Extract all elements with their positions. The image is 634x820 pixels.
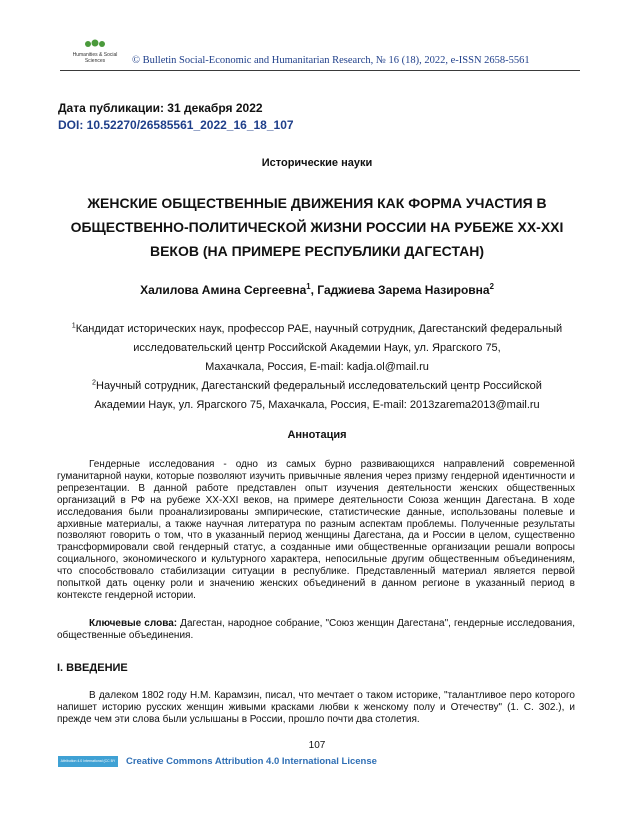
affiliation-line: исследовательский центр Российской Академии Наук, ул. Ярагского 75, bbox=[133, 342, 501, 354]
title-line: ВЕКОВ (НА ПРИМЕРЕ РЕСПУБЛИКИ ДАГЕСТАН) bbox=[149, 243, 484, 259]
author-name: Гаджиева Зарема Назировна bbox=[317, 283, 490, 297]
intro-heading: I. ВВЕДЕНИЕ bbox=[57, 662, 128, 674]
page-number: 107 bbox=[308, 740, 326, 751]
affiliations bbox=[50, 320, 584, 415]
affiliation-line: $^2$Научный сотрудник, Дагестанский федеральный исследовательский центр Российской bbox=[92, 378, 542, 392]
abstract-text: Гендерные исследования - одно из самых бурно развивающихся направлений современной гуманитарной науки, которые позволяют изучить привычные явления через призму гендерной идентичности и репрезентации. В данной работе представлен опыт изучения деятельности женских общественных организаций в РФ на рубеже XX-XXI веков, на примере деятельности Союза женщин Дагестана. В ходе исследования были проанализированы эмпирические, статистические данные, использованы полевые и архивные материалы, а также научная литература по разным аспектам проблемы. Полученные результаты позволяют говорить о том, что в указанный период женщины Дагестана, да и России в целом, существенно трансформировали свой гендерный статус, а созданные ими общественные организации решали вопросы социального, экономического и культурного характера, непосильные другим общественным объединениям, что способствовало стабилизации ситуации в республике. Представленный материал является первой попыткой дать оценку роли и значению женских объединений в данном регионе в указанный период в контексте гендерной истории. bbox=[57, 459, 575, 601]
keywords bbox=[57, 618, 575, 642]
title-line: ЖЕНСКИЕ ОБЩЕСТВЕННЫЕ ДВИЖЕНИЯ КАК ФОРМА УЧАСТИЯ В bbox=[87, 195, 547, 211]
section-label: Исторические науки bbox=[261, 157, 373, 169]
author-separator: , bbox=[310, 283, 318, 297]
logo-caption: Humanities & Social Sciences bbox=[72, 52, 118, 64]
license-link[interactable]: Creative Commons Attribution 4.0 International License bbox=[126, 756, 377, 767]
article-title bbox=[40, 191, 594, 263]
affiliation-line: $^1$Кандидат исторических наук, профессор РАЕ, научный сотрудник, Дагестанский федеральный bbox=[71, 321, 563, 335]
keywords-label: Ключевые слова: bbox=[89, 618, 178, 629]
keywords-text: Дагестан, народное собрание, "Союз женщин Дагестана", гендерные исследования, общественные объединения. bbox=[57, 618, 576, 641]
affiliation-line: Махачкала, Россия, E-mail: kadja.ol@mail.ru bbox=[205, 361, 429, 373]
intro-text: В далеком 1802 году Н.М. Карамзин, писал, что мечтает о таком историке, "талантливое перо которого напишет историю русских женщин живыми красками любви к женскому полу и Отечеству" (1. С. 302.), и прежде чем эти слова были услышаны в России, прошло почти два столетия. bbox=[57, 690, 575, 725]
doi-link[interactable]: DOI: 10.52270/26585561_2022_16_18_107 bbox=[58, 118, 294, 132]
journal-logo-icon bbox=[84, 38, 106, 50]
header-divider bbox=[60, 70, 580, 71]
affiliation-sup: 2 bbox=[92, 378, 97, 387]
publication-date: Дата публикации: 31 декабря 2022 bbox=[58, 101, 263, 115]
journal-logo bbox=[60, 38, 130, 72]
affiliation-sup: 1 bbox=[71, 321, 76, 330]
author-sup: 2 bbox=[489, 282, 494, 291]
author-name: Халилова Амина Сергеевна bbox=[140, 283, 307, 297]
title-line: ОБЩЕСТВЕННО-ПОЛИТИЧЕСКОЙ ЖИЗНИ РОССИИ НА РУБЕЖЕ XX-XXI bbox=[70, 219, 564, 235]
journal-header: © Bulletin Social-Economic and Humanitarian Research, № 16 (18), 2022, e-ISSN 2658-5561 bbox=[132, 55, 530, 66]
authors bbox=[0, 283, 634, 297]
abstract-heading: Аннотация bbox=[287, 429, 347, 441]
affiliation-line: Академии Наук, ул. Ярагского 75, Махачкала, Россия, E-mail: 2013zarema2013@mail.ru bbox=[94, 399, 540, 411]
author-sup: 1 bbox=[306, 282, 311, 291]
cc-license-badge[interactable]: Attribution 4.0 International (CC BY 4.0) bbox=[58, 756, 118, 767]
